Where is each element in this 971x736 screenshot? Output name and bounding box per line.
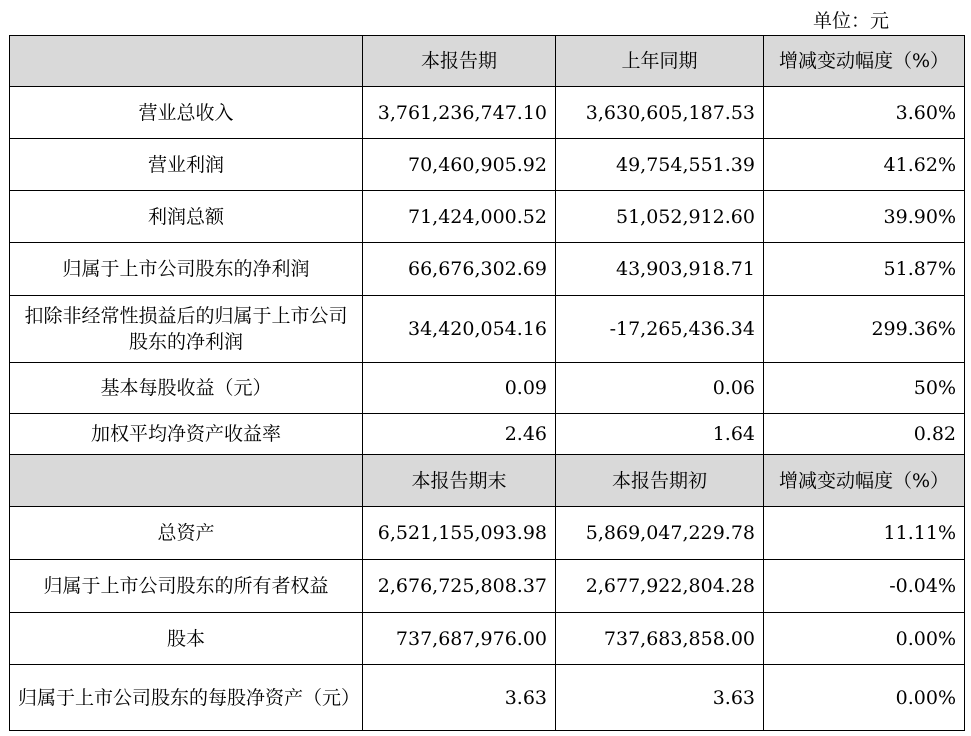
current-value: 34,420,054.16 — [363, 296, 556, 363]
change-value: 0.82 — [764, 414, 965, 455]
row-label: 加权平均净资产收益率 — [10, 414, 363, 455]
change-value: 0.00% — [764, 613, 965, 665]
current-value: 70,460,905.92 — [363, 139, 556, 191]
change-value: 39.90% — [764, 191, 965, 243]
financial-data-table — [9, 35, 965, 731]
table-row — [10, 191, 965, 243]
table-row — [10, 414, 965, 455]
row-label: 营业利润 — [10, 139, 363, 191]
prior-value: 2,677,922,804.28 — [556, 560, 764, 613]
header-cell — [10, 36, 363, 87]
current-value: 3.63 — [363, 665, 556, 731]
table-row — [10, 296, 965, 363]
prior-value: 51,052,912.60 — [556, 191, 764, 243]
current-value: 2,676,725,808.37 — [363, 560, 556, 613]
current-value: 6,521,155,093.98 — [363, 507, 556, 560]
row-label: 营业总收入 — [10, 87, 363, 139]
header-cell: 上年同期 — [556, 36, 764, 87]
table-row — [10, 507, 965, 560]
row-label: 扣除非经常性损益后的归属于上市公司股东的净利润 — [10, 296, 363, 363]
current-value: 0.09 — [363, 363, 556, 414]
row-label: 总资产 — [10, 507, 363, 560]
table-row — [10, 139, 965, 191]
row-label: 基本每股收益（元） — [10, 363, 363, 414]
prior-value: 0.06 — [556, 363, 764, 414]
change-value: 51.87% — [764, 243, 965, 296]
change-value: 50% — [764, 363, 965, 414]
header-cell — [10, 455, 363, 507]
table-row — [10, 87, 965, 139]
change-value: 0.00% — [764, 665, 965, 731]
table-row — [10, 560, 965, 613]
row-label: 归属于上市公司股东的净利润 — [10, 243, 363, 296]
prior-value: -17,265,436.34 — [556, 296, 764, 363]
change-value: 11.11% — [764, 507, 965, 560]
change-value: -0.04% — [764, 560, 965, 613]
unit-label: 单位：元 — [812, 10, 889, 32]
change-value: 299.36% — [764, 296, 965, 363]
table-row — [10, 363, 965, 414]
table-row — [10, 613, 965, 665]
prior-value: 3,630,605,187.53 — [556, 87, 764, 139]
prior-value: 1.64 — [556, 414, 764, 455]
prior-value: 49,754,551.39 — [556, 139, 764, 191]
prior-value: 43,903,918.71 — [556, 243, 764, 296]
row-label: 归属于上市公司股东的每股净资产（元） — [10, 665, 363, 731]
prior-value: 737,683,858.00 — [556, 613, 764, 665]
income-header-row — [10, 36, 965, 87]
row-label: 股本 — [10, 613, 363, 665]
row-label: 利润总额 — [10, 191, 363, 243]
header-cell: 增减变动幅度（%） — [764, 36, 965, 87]
row-label: 归属于上市公司股东的所有者权益 — [10, 560, 363, 613]
current-value: 3,761,236,747.10 — [363, 87, 556, 139]
header-cell: 本报告期末 — [363, 455, 556, 507]
table-row — [10, 243, 965, 296]
prior-value: 3.63 — [556, 665, 764, 731]
table-row — [10, 665, 965, 731]
change-value: 41.62% — [764, 139, 965, 191]
header-cell: 本报告期初 — [556, 455, 764, 507]
balance-header-row — [10, 455, 965, 507]
change-value: 3.60% — [764, 87, 965, 139]
header-cell: 本报告期 — [363, 36, 556, 87]
current-value: 71,424,000.52 — [363, 191, 556, 243]
prior-value: 5,869,047,229.78 — [556, 507, 764, 560]
current-value: 737,687,976.00 — [363, 613, 556, 665]
current-value: 2.46 — [363, 414, 556, 455]
current-value: 66,676,302.69 — [363, 243, 556, 296]
header-cell: 增减变动幅度（%） — [764, 455, 965, 507]
